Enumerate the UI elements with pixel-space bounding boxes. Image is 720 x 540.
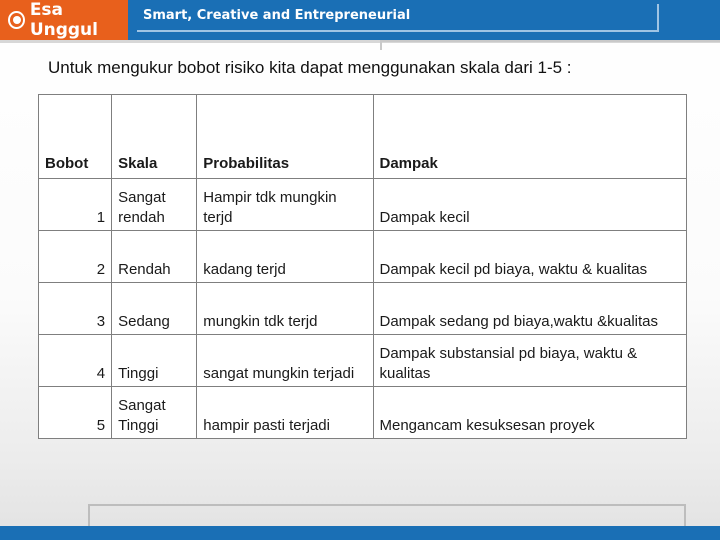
- cell-skala: Sangat rendah: [112, 179, 197, 231]
- cell-bobot: 1: [39, 179, 112, 231]
- cell-skala: Tinggi: [112, 335, 197, 387]
- cell-probabilitas: Hampir tdk mungkin terjd: [197, 179, 373, 231]
- column-header-bobot: Bobot: [39, 95, 112, 179]
- cell-probabilitas: kadang terjd: [197, 231, 373, 283]
- cell-probabilitas: sangat mungkin terjadi: [197, 335, 373, 387]
- header-bar: [0, 0, 720, 40]
- risk-scale-table: [38, 94, 687, 439]
- cell-probabilitas: mungkin tdk terjd: [197, 283, 373, 335]
- column-header-skala: Skala: [112, 95, 197, 179]
- column-header-probabilitas: Probabilitas: [197, 95, 373, 179]
- cell-bobot: 2: [39, 231, 112, 283]
- cell-skala: Sangat Tinggi: [112, 387, 197, 439]
- cell-dampak: Dampak kecil: [373, 179, 687, 231]
- cell-dampak: Dampak substansial pd biaya, waktu & kualitas: [373, 335, 687, 387]
- table-row: [39, 387, 687, 439]
- table-row: [39, 335, 687, 387]
- cell-bobot: 5: [39, 387, 112, 439]
- footer-frame: [88, 504, 686, 528]
- table-header-row: [39, 95, 687, 179]
- cell-bobot: 3: [39, 283, 112, 335]
- table-row: [39, 283, 687, 335]
- cell-skala: Rendah: [112, 231, 197, 283]
- cell-skala: Sedang: [112, 283, 197, 335]
- logo-text: Esa Unggul: [29, 0, 98, 40]
- logo-emblem-icon: [8, 11, 25, 29]
- column-header-dampak: Dampak: [373, 95, 687, 179]
- tagline: Smart, Creative and Entrepreneurial: [143, 8, 411, 23]
- table-row: [39, 179, 687, 231]
- slide-heading: Untuk mengukur bobot risiko kita dapat menggunakan skala dari 1-5 :: [48, 58, 572, 77]
- logo: [0, 0, 128, 40]
- cell-bobot: 4: [39, 335, 112, 387]
- cell-dampak: Dampak kecil pd biaya, waktu & kualitas: [373, 231, 687, 283]
- header-divider-accent: [380, 40, 720, 50]
- cell-probabilitas: hampir pasti terjadi: [197, 387, 373, 439]
- table-row: [39, 231, 687, 283]
- footer-bar: [0, 526, 720, 540]
- cell-dampak: Mengancam kesuksesan proyek: [373, 387, 687, 439]
- cell-dampak: Dampak sedang pd biaya,waktu &kualitas: [373, 283, 687, 335]
